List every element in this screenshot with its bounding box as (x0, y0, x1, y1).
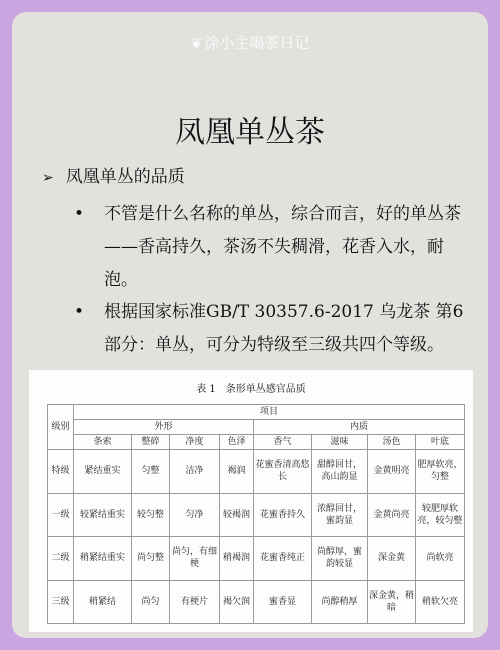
table-cell: 较褐润 (220, 493, 254, 537)
table-image (29, 370, 473, 632)
column-header: 色泽 (220, 435, 254, 450)
bullet-text: 不管是什么名称的单丛，综合而言，好的单丛茶——香高持久，茶汤不失稠滑，花香入水，耐泡。 (104, 204, 461, 290)
bullet-item (74, 198, 474, 297)
table-cell: 花蜜香纯正 (254, 537, 312, 581)
table-cell: 褐润 (220, 450, 254, 494)
bullet-text: 根据国家标准GB/T 30357.6-2017 乌龙茶 第6部分：单丛，可分为特级至三级共四个等级。 (104, 302, 464, 355)
table-cell: 甜醇回甘，高山韵显 (312, 450, 368, 494)
table-cell: 深金黄 (368, 537, 416, 581)
table-cell: 金黄明亮 (368, 450, 416, 494)
watermark (12, 32, 488, 53)
section-heading (42, 162, 185, 187)
bullet-dot: • (74, 302, 85, 322)
grade-cell: 二级 (48, 537, 74, 581)
table-cell: 较肥厚软亮，较匀整 (416, 493, 465, 537)
group-header: 外形 (74, 420, 254, 435)
group-header: 内质 (254, 420, 465, 435)
table-cell: 蜜香显 (254, 580, 312, 624)
table-cell: 匀净 (170, 493, 220, 537)
table-cell: 较紧结重实 (74, 493, 132, 537)
table-cell: 深金黄，稍暗 (368, 580, 416, 624)
leaf-icon: ❦ (190, 36, 203, 52)
column-header: 条索 (74, 435, 132, 450)
table-cell: 稍紧结 (74, 580, 132, 624)
column-header: 整碎 (132, 435, 170, 450)
table-cell: 尚醇厚，蜜韵较显 (312, 537, 368, 581)
column-header: 滋味 (312, 435, 368, 450)
table-cell: 有梗片 (170, 580, 220, 624)
table-cell: 花蜜香清高悠长 (254, 450, 312, 494)
grade-header: 级别 (48, 405, 74, 450)
grade-cell: 三级 (48, 580, 74, 624)
table-cell: 稍软欠亮 (416, 580, 465, 624)
section-heading-text: 凤凰单丛的品质 (65, 167, 185, 187)
column-header: 净度 (170, 435, 220, 450)
column-header: 叶底 (416, 435, 465, 450)
table-cell: 褐欠润 (220, 580, 254, 624)
table-cell: 金黄尚亮 (368, 493, 416, 537)
table-cell: 匀整 (132, 450, 170, 494)
table-cell: 尚匀，有细梗 (170, 537, 220, 581)
table-cell: 尚醇稍厚 (312, 580, 368, 624)
page-title: 凤凰单丛茶 (175, 115, 325, 150)
column-header: 香气 (254, 435, 312, 450)
table-cell: 肥厚软亮，匀整 (416, 450, 465, 494)
table-cell: 尚软亮 (416, 537, 465, 581)
bullet-dot: • (74, 204, 85, 224)
table-cell: 稍紧结重实 (74, 537, 132, 581)
table-row (48, 493, 465, 537)
column-header: 汤色 (368, 435, 416, 450)
grade-cell: 一级 (48, 493, 74, 537)
item-header: 项目 (74, 405, 465, 420)
table-row (48, 537, 465, 581)
table-cell: 洁净 (170, 450, 220, 494)
table-row (48, 450, 465, 494)
quality-table (47, 404, 465, 624)
table-row (48, 580, 465, 624)
table-cell: 尚匀整 (132, 537, 170, 581)
grade-cell: 特级 (48, 450, 74, 494)
table-cell: 稍褐润 (220, 537, 254, 581)
table-caption: 表 1 条形单丛感官品质 (196, 384, 306, 395)
table-cell: 浓醇回甘，蜜韵显 (312, 493, 368, 537)
table-cell: 较匀整 (132, 493, 170, 537)
page-card (12, 12, 488, 638)
bullet-item (74, 296, 474, 362)
watermark-text: 涂小主喝茶日记 (204, 34, 310, 52)
arrow-icon: ➢ (42, 170, 54, 186)
table-cell: 花蜜香持久 (254, 493, 312, 537)
table-cell: 紧结重实 (74, 450, 132, 494)
table-cell: 尚匀 (132, 580, 170, 624)
